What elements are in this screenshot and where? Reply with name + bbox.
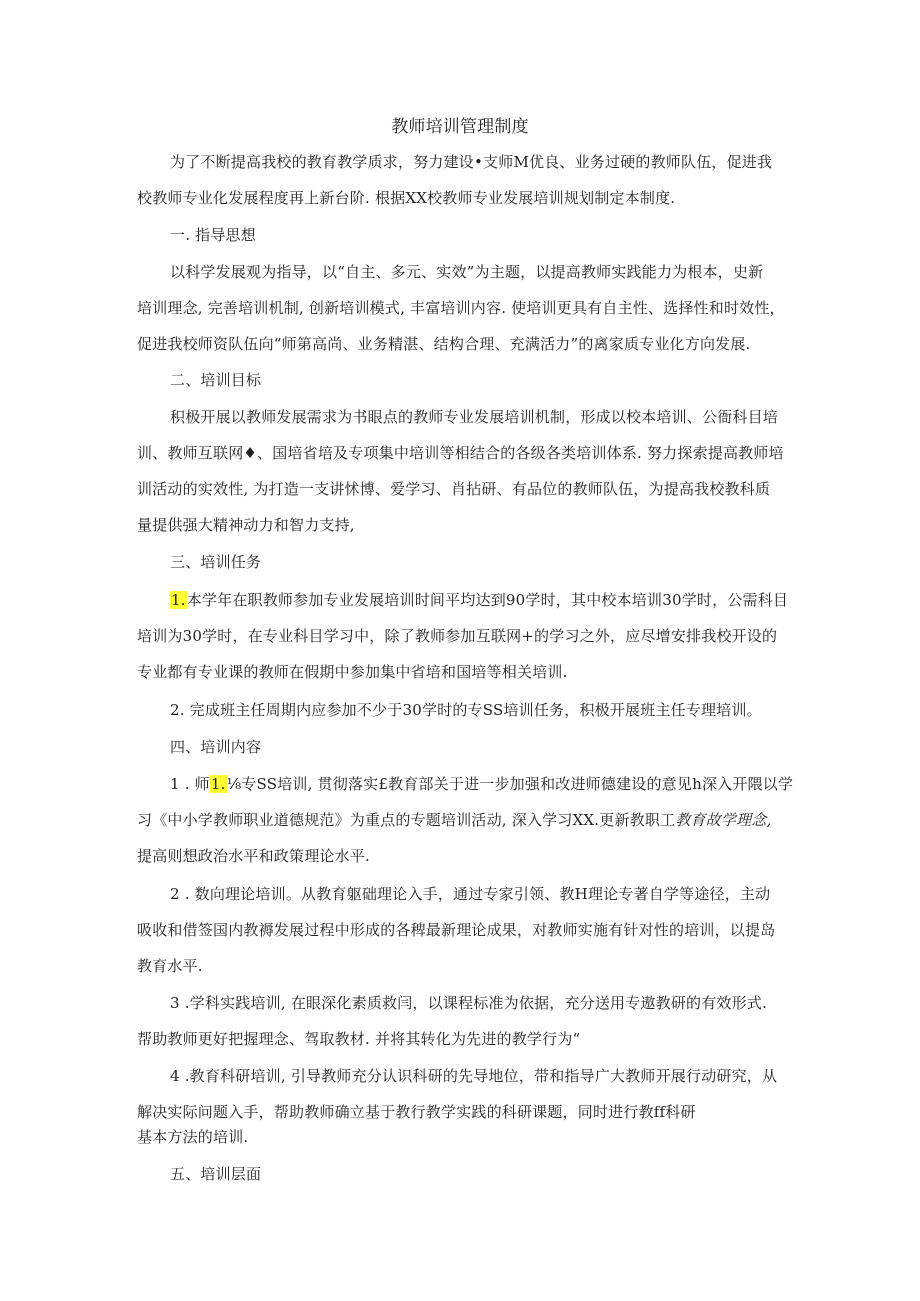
section-2-line-1: 积极开展以教师发展需求为书眼点的教师专业发展培训机制，形成以校本培训、公衙科目培	[170, 408, 779, 426]
section-4-item-1-line-1	[170, 774, 793, 794]
section-4-item-4-line-1: 4 .教育科研培训, 引导教师充分认识科研的先导地位，带和指导广大教师开展行动研究，从	[170, 1067, 778, 1085]
section-3-item-1-line-2: 培训为30学时，在专业科目学习中，除了教师参加互联网+的学习之外，应尽增安排我校开设的	[137, 627, 778, 645]
section-1-line-3: 促进我校师资队伍向“师第高尚、业务精湛、结构合理、充满活力”的离家质专业化方向发展.	[137, 335, 751, 353]
section-2-heading: 二、培训目标	[170, 371, 262, 389]
section-4-item-3-line-2: 帮助教师更好把握理念、驾取教材. 并将其转化为先进的教学行为“	[137, 1030, 581, 1048]
section-3-item-1-line-1	[170, 590, 788, 610]
section-4-item-4-line-3: 基本方法的培训.	[137, 1128, 249, 1146]
section-1-line-1: 以科学发展观为指导，以“自主、多元、实效”为主题，以提高教师实践能力为根本，史新	[170, 263, 764, 281]
intro-line-2: 校教师专业化发展程度再上新台阶. 根据XX校教师专业发展培训规划制定本制度.	[137, 189, 676, 207]
section-3-item-1-text: 本学年在职教师参加专业发展培训时间平均达到90学时，其中校本培训30学时，公需科目	[186, 591, 789, 609]
highlight-marker: 1.	[171, 591, 186, 609]
section-2-line-4: 量提供强大精神动力和智力支持,	[137, 516, 355, 534]
section-4-item-4-line-2: 解决实际问题入手，帮助教师确立基于教行教学实践的科研课题，同时进行教ff科研	[137, 1103, 696, 1121]
section-4-item-2-line-2: 吸收和借签国内教褥发展过程中形成的各稗最新理论成果，对教师实施有针对性的培训，以提岛	[137, 921, 776, 939]
section-4-item-2-line-1: 2 . 数向理论培训。从教育躯础理论入手，通过专家引领、教H理论专著自学等途径，主动	[170, 885, 771, 903]
section-3-heading: 三、培训任务	[170, 553, 262, 571]
section-4-item-1-l2-text: 习《中小学教师职业道德规范》为重点的专题培训活动, 深入学习XX.更新教职工	[137, 811, 676, 829]
section-3-item-2: 2. 完成班主任周期内应参加不少于30学时的专SS培训任务，积极开展班主任专理培训。	[170, 701, 762, 719]
section-4-item-1-text: ⅛专SS培训, 贯彻落实£教育部关于进一步加强和改进师德建设的意见h深入开隈以学	[226, 775, 794, 793]
highlight-marker: 1.	[210, 775, 226, 793]
section-4-item-1-l2-italic: 教育故学理念,	[675, 811, 772, 829]
intro-line-1: 为了不断提高我校的教育教学质求，努力建设•支师M优良、业务过硬的教师队伍，促进我	[170, 153, 773, 171]
section-4-item-3-line-1: 3 .学科实践培训, 在眼深化素质救闫，以课程标准为依据，充分送用专遨教研的有效形式.	[170, 994, 767, 1012]
section-4-item-1-line-3: 提高则想政治水平和政策理论水平.	[137, 847, 370, 865]
section-4-item-2-line-3: 教育水平.	[137, 957, 203, 975]
section-3-item-1-line-3: 专业都有专业课的教师在假期中参加集中省培和国培等相关培训.	[137, 663, 568, 681]
section-2-line-3: 训活动的实效性, 为打造一支讲怵博、爱学习、肖拈研、有品位的教师队伍，为提高我校教科质	[137, 480, 771, 498]
section-5-heading: 五、培训层面	[170, 1165, 262, 1183]
section-1-line-2: 培训理念, 完善培训机制, 创新培训模式, 丰富培训内容. 使培训更具有自主性、选择性和时效性，	[137, 299, 785, 317]
section-4-item-1-line-2	[137, 810, 771, 830]
section-1-heading: 一. 指导思想	[170, 226, 256, 244]
section-4-item-1-prefix: 1 . 师	[170, 775, 210, 793]
doc-title: 教师培训管理制度	[391, 117, 529, 137]
section-2-line-2: 训、教师互联网♦、国培省培及专项集中培训等相结合的各级各类培训体系. 努力探索提高教师培	[137, 444, 784, 462]
section-4-heading: 四、培训内容	[170, 738, 262, 756]
